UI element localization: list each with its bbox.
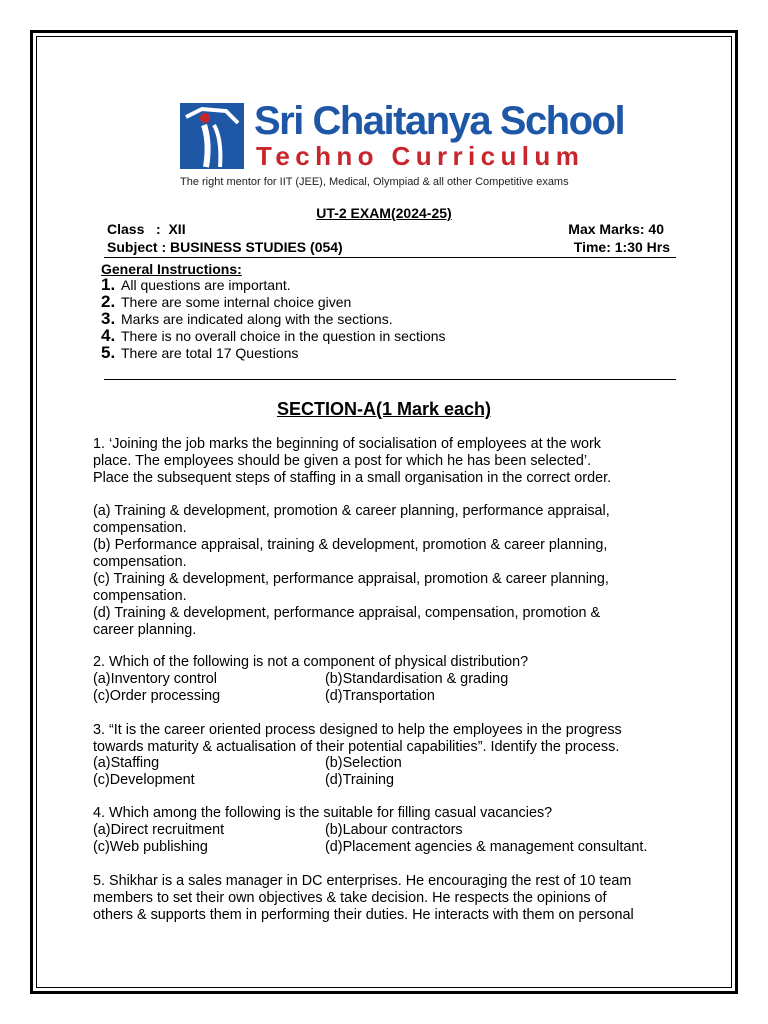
question-1-line: 1. ‘Joining the job marks the beginning of socialisation of employees at the work (93, 436, 601, 452)
instruction-item: 3. Marks are indicated along with the sections. (101, 309, 393, 328)
question-2-option-c: (c)Order processing (93, 688, 221, 704)
question-4-option-c: (c)Web publishing (93, 839, 208, 855)
question-3-option-d: (d)Training (325, 772, 395, 788)
question-2-text: 2. Which of the following is not a component of physical distribution? (93, 654, 529, 670)
instruction-item: 5. There are total 17 Questions (101, 343, 299, 362)
question-2-option-a: (a)Inventory control (93, 671, 217, 687)
logo-emblem-icon (180, 103, 244, 169)
question-1-line: Place the subsequent steps of staffing in a small organisation in the correct order. (93, 470, 612, 486)
time-label: Time: 1:30 Hrs (573, 239, 670, 255)
max-marks: Max Marks: 40 (568, 221, 664, 237)
question-2-option-b: (b)Standardisation & grading (325, 671, 509, 687)
question-3-line: 3. “It is the career oriented process designed to help the employees in the progress (93, 722, 622, 738)
exam-title: UT-2 EXAM(2024-25) (316, 205, 452, 221)
question-1-option-line: (c) Training & development, performance appraisal, promotion & career planning, (93, 571, 609, 587)
question-3-option-b: (b)Selection (325, 755, 402, 771)
question-1-option-line: career planning. (93, 622, 197, 638)
question-1-option-line: compensation. (93, 520, 187, 536)
logo-subtitle: Techno Curriculum (256, 141, 585, 171)
section-divider (104, 379, 676, 380)
question-4-option-b: (b)Labour contractors (325, 822, 463, 838)
subject-label: Subject : BUSINESS STUDIES (054) (107, 239, 343, 255)
question-3-line: towards maturity & actualisation of their potential capabilities”. Identify the process. (93, 739, 620, 755)
question-1-option-line: (b) Performance appraisal, training & development, promotion & career planning, (93, 537, 608, 553)
question-5-line: members to set their own objectives & take decision. He respects the opinions of (93, 890, 607, 906)
question-1-option-line: compensation. (93, 554, 187, 570)
question-3-option-c: (c)Development (93, 772, 195, 788)
logo-tagline: The right mentor for IIT (JEE), Medical, Olympiad & all other Competitive exams (180, 176, 569, 188)
question-5-line: others & supports them in performing their duties. He interacts with them on personal (93, 907, 634, 923)
question-4-option-d: (d)Placement agencies & management consultant. (325, 839, 648, 855)
instruction-item: 4. There is no overall choice in the question in sections (101, 326, 446, 345)
logo-title: Sri Chaitanya School (254, 99, 625, 143)
question-4-option-a: (a)Direct recruitment (93, 822, 225, 838)
section-title: SECTION-A(1 Mark each) (276, 399, 492, 419)
question-3-option-a: (a)Staffing (93, 755, 160, 771)
question-5-line: 5. Shikhar is a sales manager in DC enterprises. He encouraging the rest of 10 team (93, 873, 632, 889)
header-divider (104, 257, 676, 258)
question-2-option-d: (d)Transportation (325, 688, 435, 704)
question-1-option-line: (d) Training & development, performance appraisal, compensation, promotion & (93, 605, 601, 621)
question-1-option-line: (a) Training & development, promotion & career planning, performance appraisal, (93, 503, 610, 519)
class-label: Class : XII (107, 221, 186, 237)
question-1-option-line: compensation. (93, 588, 187, 604)
question-4-text: 4. Which among the following is the suitable for filling casual vacancies? (93, 805, 553, 821)
question-1-line: place. The employees should be given a post for which he has been selected’. (93, 453, 592, 469)
instruction-item: 1. All questions are important. (101, 275, 291, 294)
instruction-item: 2. There are some internal choice given (101, 292, 352, 311)
instructions-title: General Instructions: (101, 261, 242, 277)
